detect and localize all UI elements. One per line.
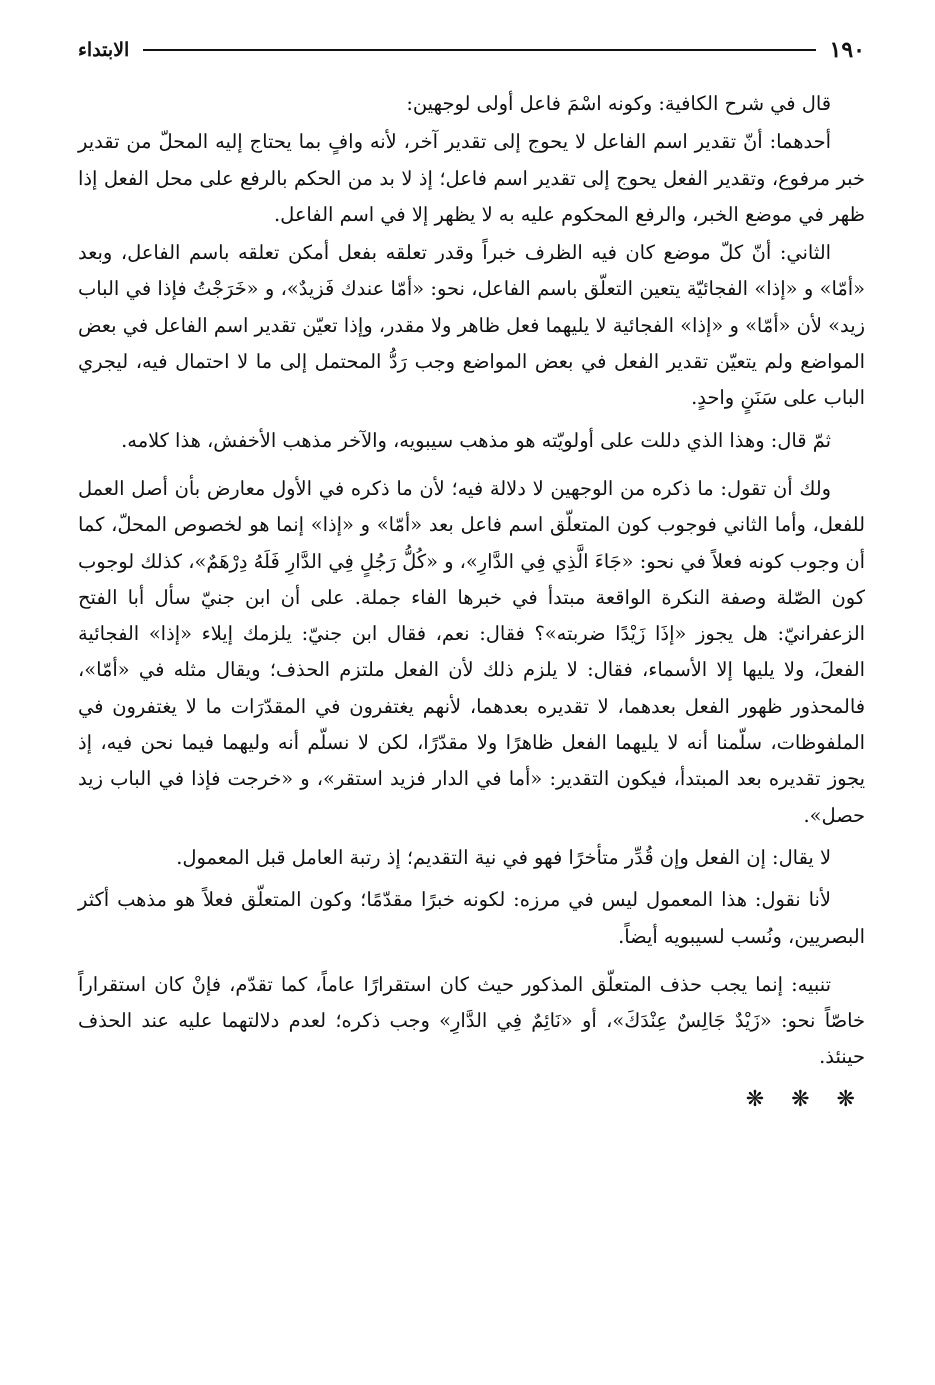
page-number: ١٩٠ <box>829 37 865 63</box>
paragraph-note: تنبيه: إنما يجب حذف المتعلّق المذكور حيث كان استقرارًا عاماً، كما تقدّم، فإنْ كان استقراراً خاصّاً نحو: «زَيْدٌ جَالِسٌ عِنْدَكَ»، أو «نَائِمٌ فِي الدَّارِ» وجب ذكره؛ لعدم دلالتهما عليه عند الحذف حينئذ. <box>78 972 865 1069</box>
paragraph-counter: لا يقال: إن الفعل وإن قُدِّر متأخرًا فهو في نية التقديم؛ إذ رتبة العامل قبل المعمول. <box>176 845 831 869</box>
page-body <box>78 86 865 1118</box>
paragraph-objection: ولك أن تقول: ما ذكره من الوجهين لا دلالة فيه؛ لأن ما ذكره في الأول معارض بأن أصل العمل للفعل، وأما الثاني فوجوب كون المتعلّق اسم فاعل بعد «أمّا» و «إذا» إنما هو لخصوص المحلّ، كما أن وجوب كونه فعلاً في نحو: «جَاءَ الَّذِي فِي الدَّارِ»، و «كُلُّ رَجُلٍ فِي الدَّارِ فَلَهُ دِرْهَمٌ»، كذلك لوجوب كون الصّلة وصفة النكرة الواقعة مبتدأ في خبرها الفاء جملة. على أن ابن جنيّ سأل أبا الفتح الزعفرانيّ: هل يجوز «إذَا زَيْدًا ضربته»؟ فقال: نعم، فقال ابن جنيّ: يلزمك إيلاء «إذا» الفجائية الفعلَ، ولا يليها إلا الأسماء، فقال: لا يلزم ذلك لأن الفعل ملتزم الحذف؛ ويقال مثله في «أمّا»، فالمحذور ظهور الفعل بعدهما، لا تقديره بعدهما، لأنهم يغتفرون في المقدّرَات ما لا يغتفرون في الملفوظات، سلّمنا أنه لا يليهما الفعل ظاهرًا ولا مقدّرًا، لكن لا نسلّم أنه وليهما فيما نحن فيه، إذ يجوز تقديره بعد المبتدأ، فيكون التقدير: «أما في الدار فزيد استقر»، و «خرجت فإذا في الباب زيد حصل». <box>78 476 865 827</box>
paragraph-second-reason: الثاني: أنّ كلّ موضع كان فيه الظرف خبراً وقدر تعلقه بفعل أمكن تعلقه باسم الفاعل، وبعد «أمّا» و «إذا» الفجائيّة يتعين التعلّق باسم الفاعل، نحو: «أمّا عندك فَزيدٌ»، و «خَرَجْتُ فإذا في الباب زيد» لأن «أمّا» و «إذا» الفجائية لا يليهما فعل ظاهر ولا مقدر، وإذا تعيّن تقدير اسم الفاعل في بعض المواضع ولم يتعيّن تقدير الفعل في بعض المواضع وجب رَدُّ المحتمل إلى ما لا احتمال فيه، ليجري الباب على سَنَنٍ واحدٍ. <box>78 241 865 410</box>
paragraph-quote-intro: قال في شرح الكافية: وكونه اسْمَ فاعل أولى لوجهين: <box>406 92 831 115</box>
running-title: الابتداء <box>78 39 130 61</box>
paragraph-reply: لأنا نقول: هذا المعمول ليس في مرزه: لكونه خبرًا مقدّمًا؛ وكون المتعلّق فعلاً هو مذهب أكثر البصريين، ونُسب لسيبويه أيضاً. <box>78 888 865 948</box>
section-ornament: ❋ ❋ ❋ <box>745 1086 865 1112</box>
header-rule <box>143 49 815 51</box>
paragraph-first-reason: أحدهما: أنّ تقدير اسم الفاعل لا يحوج إلى تقدير آخر، لأنه وافٍ بما يحتاج إليه المحلّ من تقدير خبر مرفوع، وتقدير الفعل يحوج إلى تقدير اسم فاعل؛ إذ لا بد من الحكم بالرفع على محل الفعل إذا ظهر في موضع الخبر، والرفع المحكوم عليه به لا يظهر إلا في اسم الفاعل. <box>78 130 865 226</box>
book-page <box>78 30 865 1345</box>
paragraph-conclusion: ثمّ قال: وهذا الذي دللت على أولويّته هو مذهب سيبويه، والآخر مذهب الأخفش، هذا كلامه. <box>121 428 831 452</box>
page-header <box>78 30 865 70</box>
